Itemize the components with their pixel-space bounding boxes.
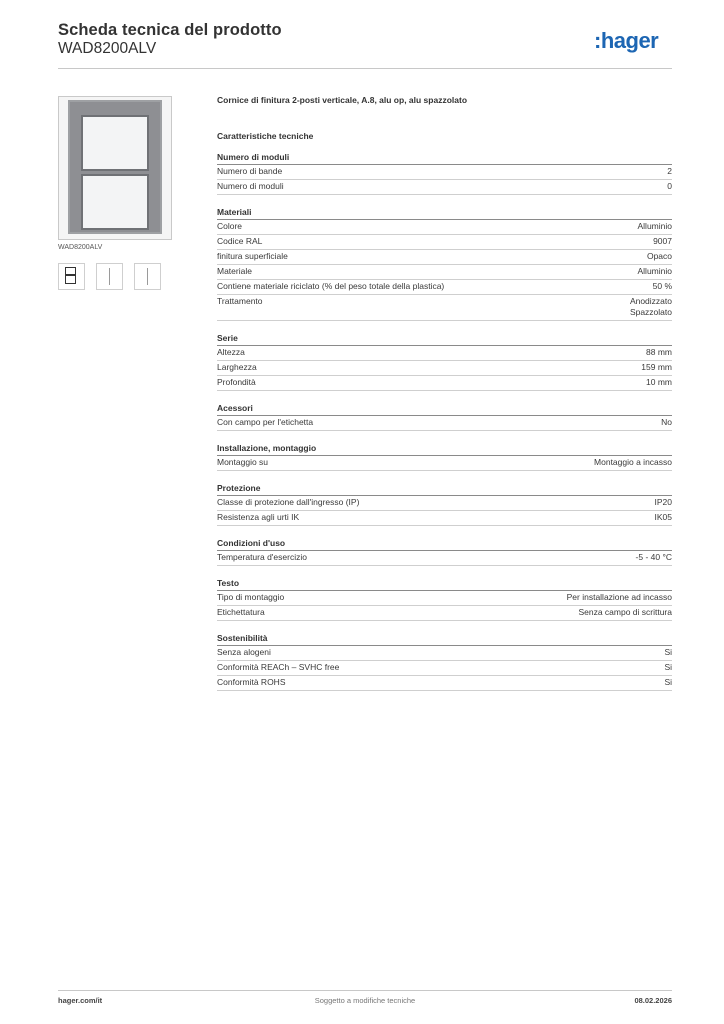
spec-label: Colore — [217, 221, 243, 231]
spec-value: Alluminio — [637, 221, 672, 231]
spec-value: IK05 — [654, 512, 672, 522]
spec-section — [217, 152, 672, 195]
spec-value: Alluminio — [637, 266, 672, 276]
spec-label: Senza alogeni — [217, 647, 271, 657]
spec-row — [217, 551, 672, 566]
footer-disclaimer: Soggetto a modifiche tecniche — [314, 996, 416, 1005]
spec-row — [217, 180, 672, 195]
spec-row — [217, 235, 672, 250]
spec-label: Conformità REACh – SVHC free — [217, 662, 340, 672]
spec-label: Altezza — [217, 347, 245, 357]
spec-row — [217, 496, 672, 511]
frame-opening-bottom — [81, 174, 149, 230]
spec-sections — [217, 152, 672, 691]
spec-row — [217, 346, 672, 361]
section-heading: Installazione, montaggio — [217, 443, 672, 456]
frame-opening-top — [81, 115, 149, 171]
spec-label: Conformità ROHS — [217, 677, 286, 687]
section-heading: Testo — [217, 578, 672, 591]
product-description: Cornice di finitura 2-posti verticale, A.8, alu op, alu spazzolato — [217, 95, 468, 105]
section-heading: Materiali — [217, 207, 672, 220]
spec-label: Numero di bande — [217, 166, 283, 176]
spec-value: 0 — [667, 181, 672, 191]
spec-value: Montaggio a incasso — [594, 457, 672, 467]
spec-label: Materiale — [217, 266, 252, 276]
spec-label: Temperatura d'esercizio — [217, 552, 307, 562]
spec-value: No — [661, 417, 672, 427]
spec-sheet — [217, 95, 672, 703]
section-heading: Acessori — [217, 403, 672, 416]
spec-row — [217, 265, 672, 280]
section-heading: Numero di moduli — [217, 152, 672, 165]
spec-label: Trattamento — [217, 296, 263, 306]
spec-value: Per installazione ad incasso — [566, 592, 672, 602]
spec-section — [217, 578, 672, 621]
spec-value: Si — [664, 647, 672, 657]
section-heading: Serie — [217, 333, 672, 346]
spec-row — [217, 511, 672, 526]
frame-illustration — [68, 100, 162, 234]
spec-section — [217, 538, 672, 566]
spec-value: Opaco — [646, 251, 672, 261]
section-heading: Sostenibilità — [217, 633, 672, 646]
spec-value: Anodizzato Spazzolato — [629, 296, 672, 317]
characteristics-title: Caratteristiche tecniche — [217, 131, 314, 141]
spec-value: IP20 — [654, 497, 672, 507]
spec-label: Etichettatura — [217, 607, 265, 617]
header-divider — [58, 68, 672, 69]
dimension-drawing-icon[interactable] — [58, 263, 85, 290]
section-heading: Condizioni d'uso — [217, 538, 672, 551]
spec-row — [217, 646, 672, 661]
spec-row — [217, 165, 672, 180]
spec-label: Con campo per l'etichetta — [217, 417, 314, 427]
spec-label: Tipo di montaggio — [217, 592, 285, 602]
footer-website-link[interactable]: hager.com/it — [58, 996, 103, 1005]
spec-value: Si — [664, 677, 672, 687]
spec-value: 2 — [667, 166, 672, 176]
spec-row — [217, 676, 672, 691]
spec-section — [217, 403, 672, 431]
side-view-icon[interactable] — [96, 263, 123, 290]
spec-section — [217, 443, 672, 471]
spec-label: Numero di moduli — [217, 181, 284, 191]
spec-row — [217, 295, 672, 321]
spec-label: Codice RAL — [217, 236, 263, 246]
spec-label: Contiene materiale riciclato (% del peso totale della plastica) — [217, 281, 445, 291]
spec-section — [217, 207, 672, 321]
spec-row — [217, 591, 672, 606]
spec-row — [217, 606, 672, 621]
spec-row — [217, 416, 672, 431]
product-image[interactable] — [58, 96, 172, 240]
spec-label: Larghezza — [217, 362, 257, 372]
spec-value: 9007 — [653, 236, 672, 246]
spec-value: -5 - 40 °C — [635, 552, 672, 562]
hager-logo: :hager — [594, 28, 659, 53]
spec-row — [217, 250, 672, 265]
spec-value: 10 mm — [646, 377, 672, 387]
side-view-icon[interactable] — [134, 263, 161, 290]
image-caption: WAD8200ALV — [58, 244, 103, 251]
spec-row — [217, 361, 672, 376]
spec-label: Montaggio su — [217, 457, 269, 467]
spec-row — [217, 220, 672, 235]
spec-label: Resistenza agli urti IK — [217, 512, 300, 522]
spec-label: Classe di protezione dall'ingresso (IP) — [217, 497, 360, 507]
spec-value: Senza campo di scrittura — [578, 607, 672, 617]
footer-date: 08.02.2026 — [634, 996, 672, 1005]
spec-row — [217, 280, 672, 295]
spec-section — [217, 633, 672, 691]
spec-row — [217, 661, 672, 676]
product-code: WAD8200ALV — [58, 40, 157, 57]
page-title: Scheda tecnica del prodotto — [58, 21, 282, 39]
spec-value: 88 mm — [646, 347, 672, 357]
spec-label: Profondità — [217, 377, 256, 387]
footer-divider — [58, 990, 672, 991]
spec-label: finitura superficiale — [217, 251, 288, 261]
spec-row — [217, 456, 672, 471]
spec-value: 50 % — [652, 281, 672, 291]
section-heading: Protezione — [217, 483, 672, 496]
spec-section — [217, 483, 672, 526]
spec-value: 159 mm — [641, 362, 672, 372]
spec-section — [217, 333, 672, 391]
spec-row — [217, 376, 672, 391]
spec-value: Si — [664, 662, 672, 672]
logo-text: hager — [600, 28, 659, 53]
